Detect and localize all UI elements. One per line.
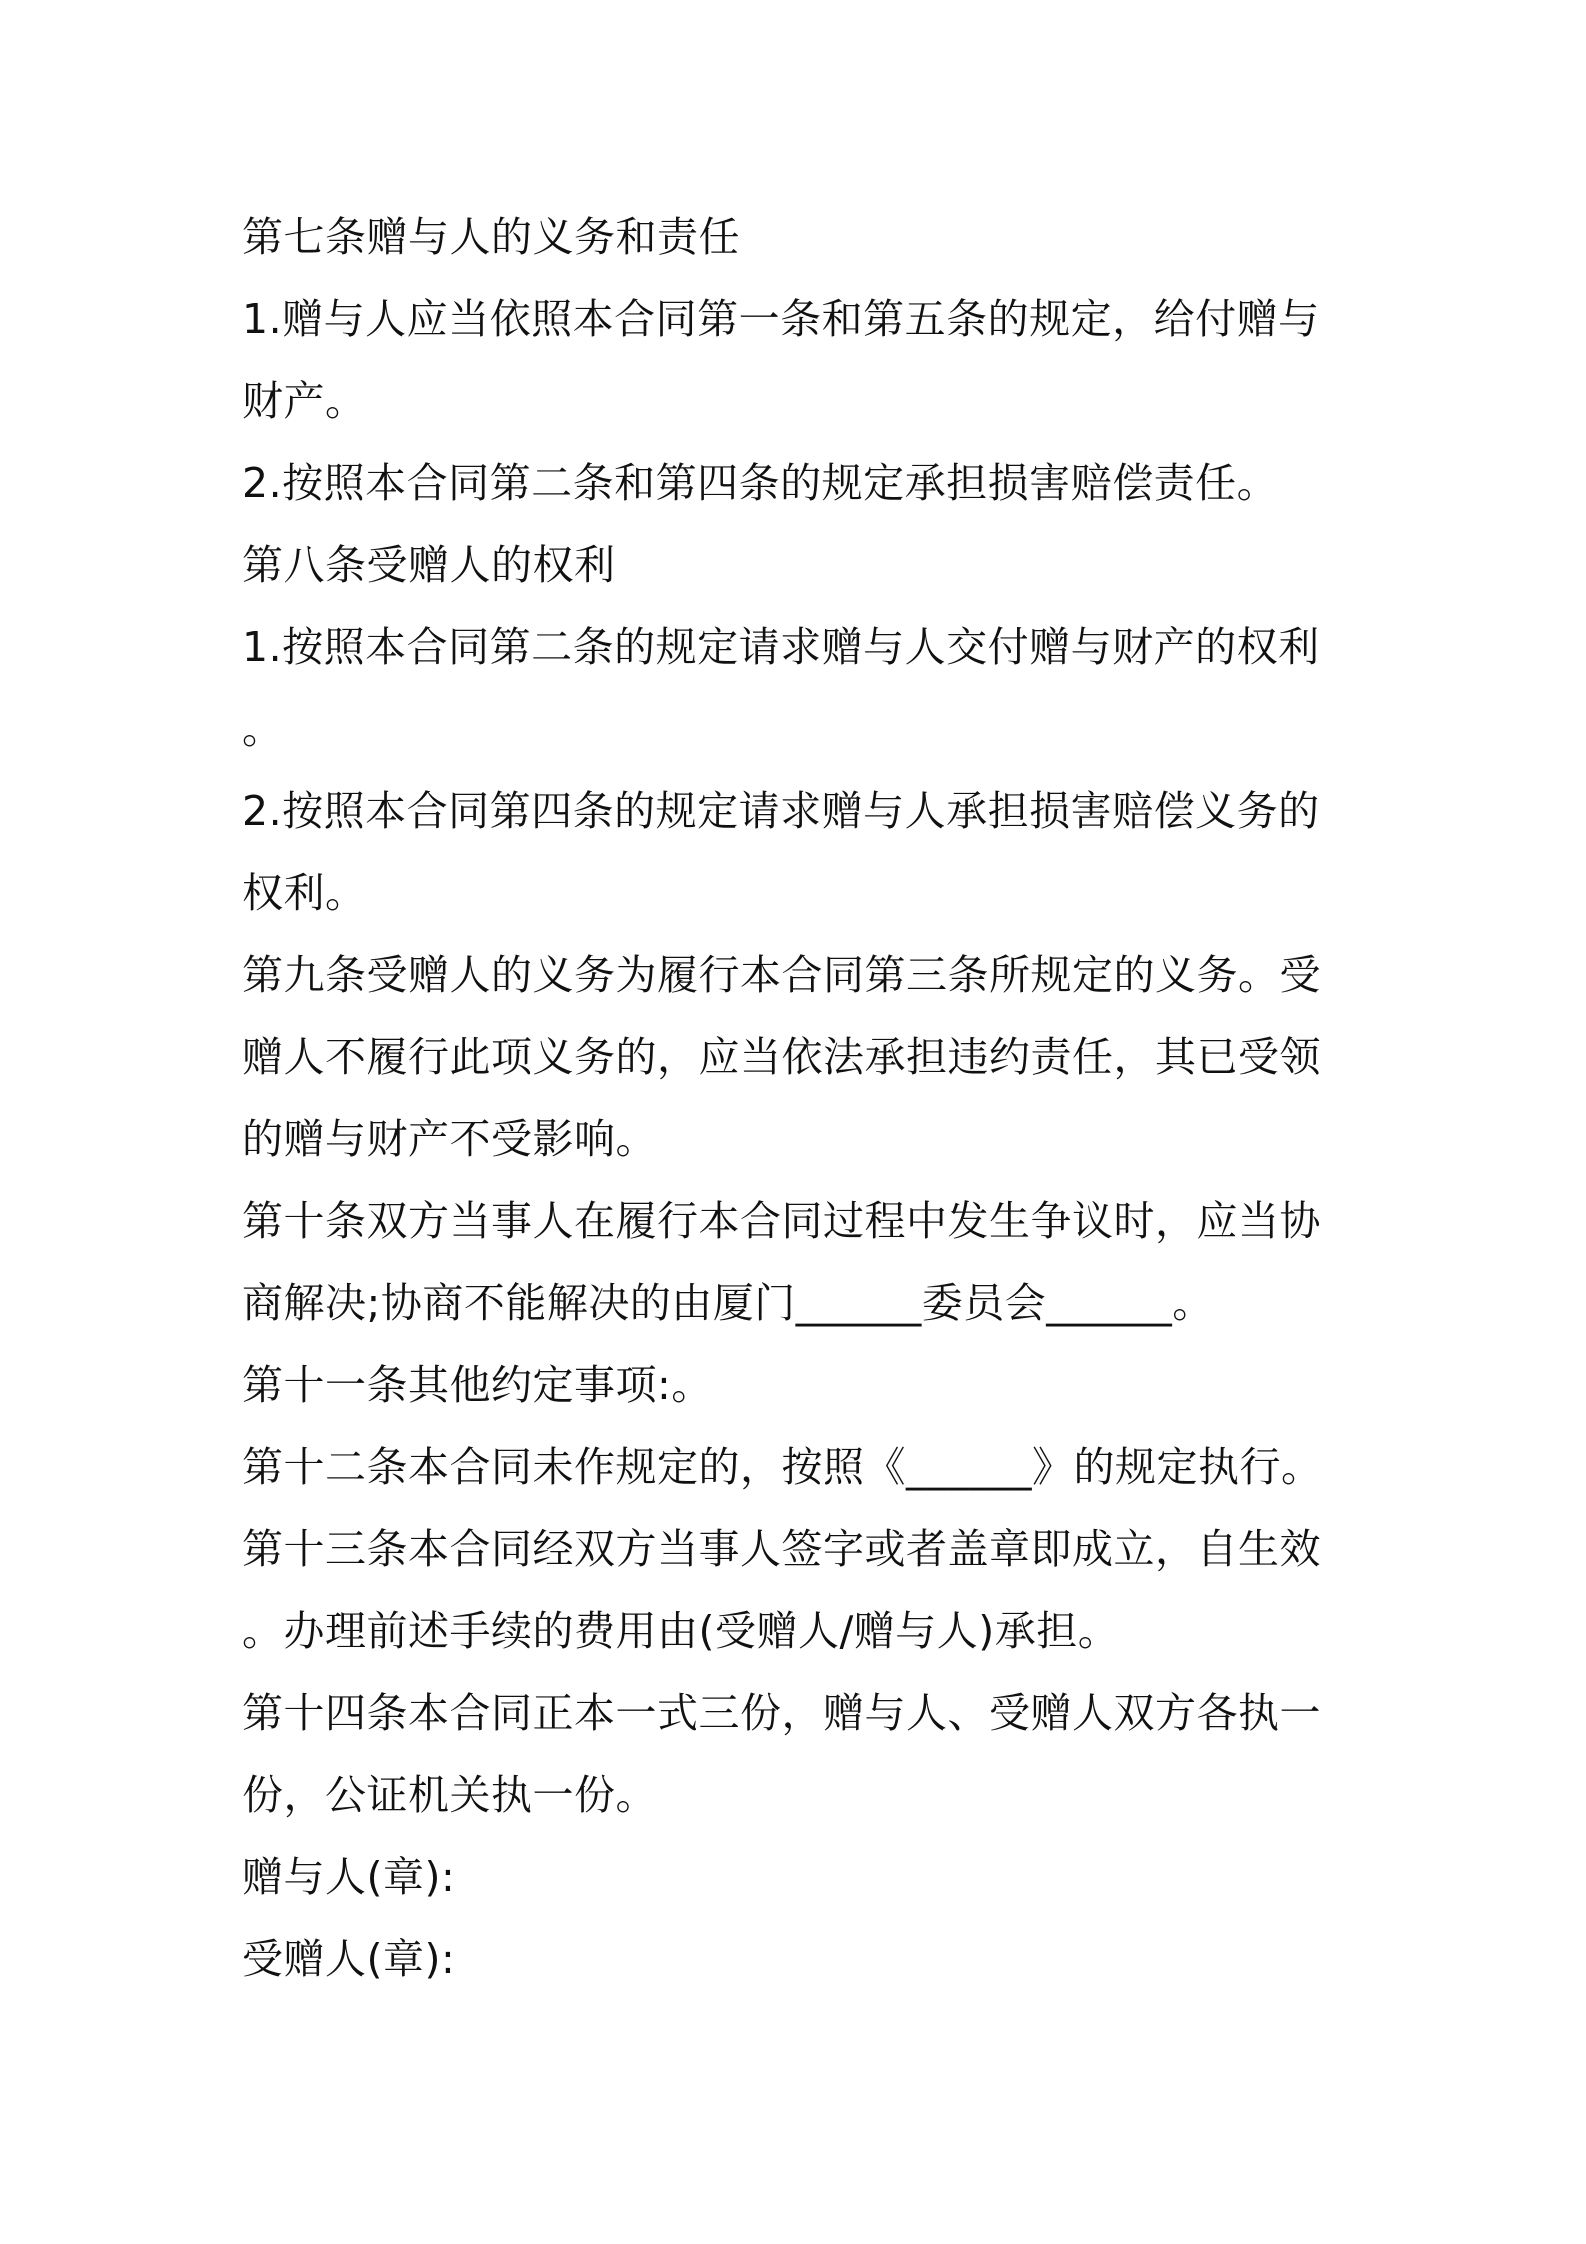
article-12-text: 第十二条本合同未作规定的，按照《______》的规定执行。 <box>242 1443 1323 1491</box>
article-10-text: 第十条双方当事人在履行本合同过程中发生争议时，应当协 <box>242 1197 1321 1245</box>
article-14-text-cont: 份，公证机关执一份。 <box>242 1771 657 1819</box>
article-10-text-cont: 商解决;协商不能解决的由厦门______委员会______。 <box>242 1279 1214 1327</box>
donor-signature-line: 赠与人(章): <box>242 1853 456 1901</box>
article-7-clause-1: 1.赠与人应当依照本合同第一条和第五条的规定，给付赠与 <box>242 295 1320 343</box>
article-8-clause-1-cont: 。 <box>242 705 284 753</box>
article-8-clause-1: 1.按照本合同第二条的规定请求赠与人交付赠与财产的权利 <box>242 623 1320 671</box>
document-body <box>242 196 1362 2000</box>
article-14-text: 第十四条本合同正本一式三份，赠与人、受赠人双方各执一 <box>242 1689 1321 1737</box>
article-8-heading: 第八条受赠人的权利 <box>242 541 616 589</box>
article-13-text-cont: 。办理前述手续的费用由(受赠人/赠与人)承担。 <box>242 1607 1120 1655</box>
article-9-text-cont-2: 的赠与财产不受影响。 <box>242 1115 657 1163</box>
article-9-text: 第九条受赠人的义务为履行本合同第三条所规定的义务。受 <box>242 951 1321 999</box>
article-13-text: 第十三条本合同经双方当事人签字或者盖章即成立，自生效 <box>242 1525 1321 1573</box>
donee-signature-line: 受赠人(章): <box>242 1935 456 1983</box>
article-7-clause-1-cont: 财产。 <box>242 377 367 425</box>
article-9-text-cont-1: 赠人不履行此项义务的，应当依法承担违约责任，其已受领 <box>242 1033 1321 1081</box>
article-11-text: 第十一条其他约定事项:。 <box>242 1361 713 1409</box>
article-7-clause-2: 2.按照本合同第二条和第四条的规定承担损害赔偿责任。 <box>242 459 1279 507</box>
article-8-clause-2-cont: 权利。 <box>242 869 367 917</box>
article-7-heading: 第七条赠与人的义务和责任 <box>242 213 740 261</box>
article-8-clause-2: 2.按照本合同第四条的规定请求赠与人承担损害赔偿义务的 <box>242 787 1320 835</box>
